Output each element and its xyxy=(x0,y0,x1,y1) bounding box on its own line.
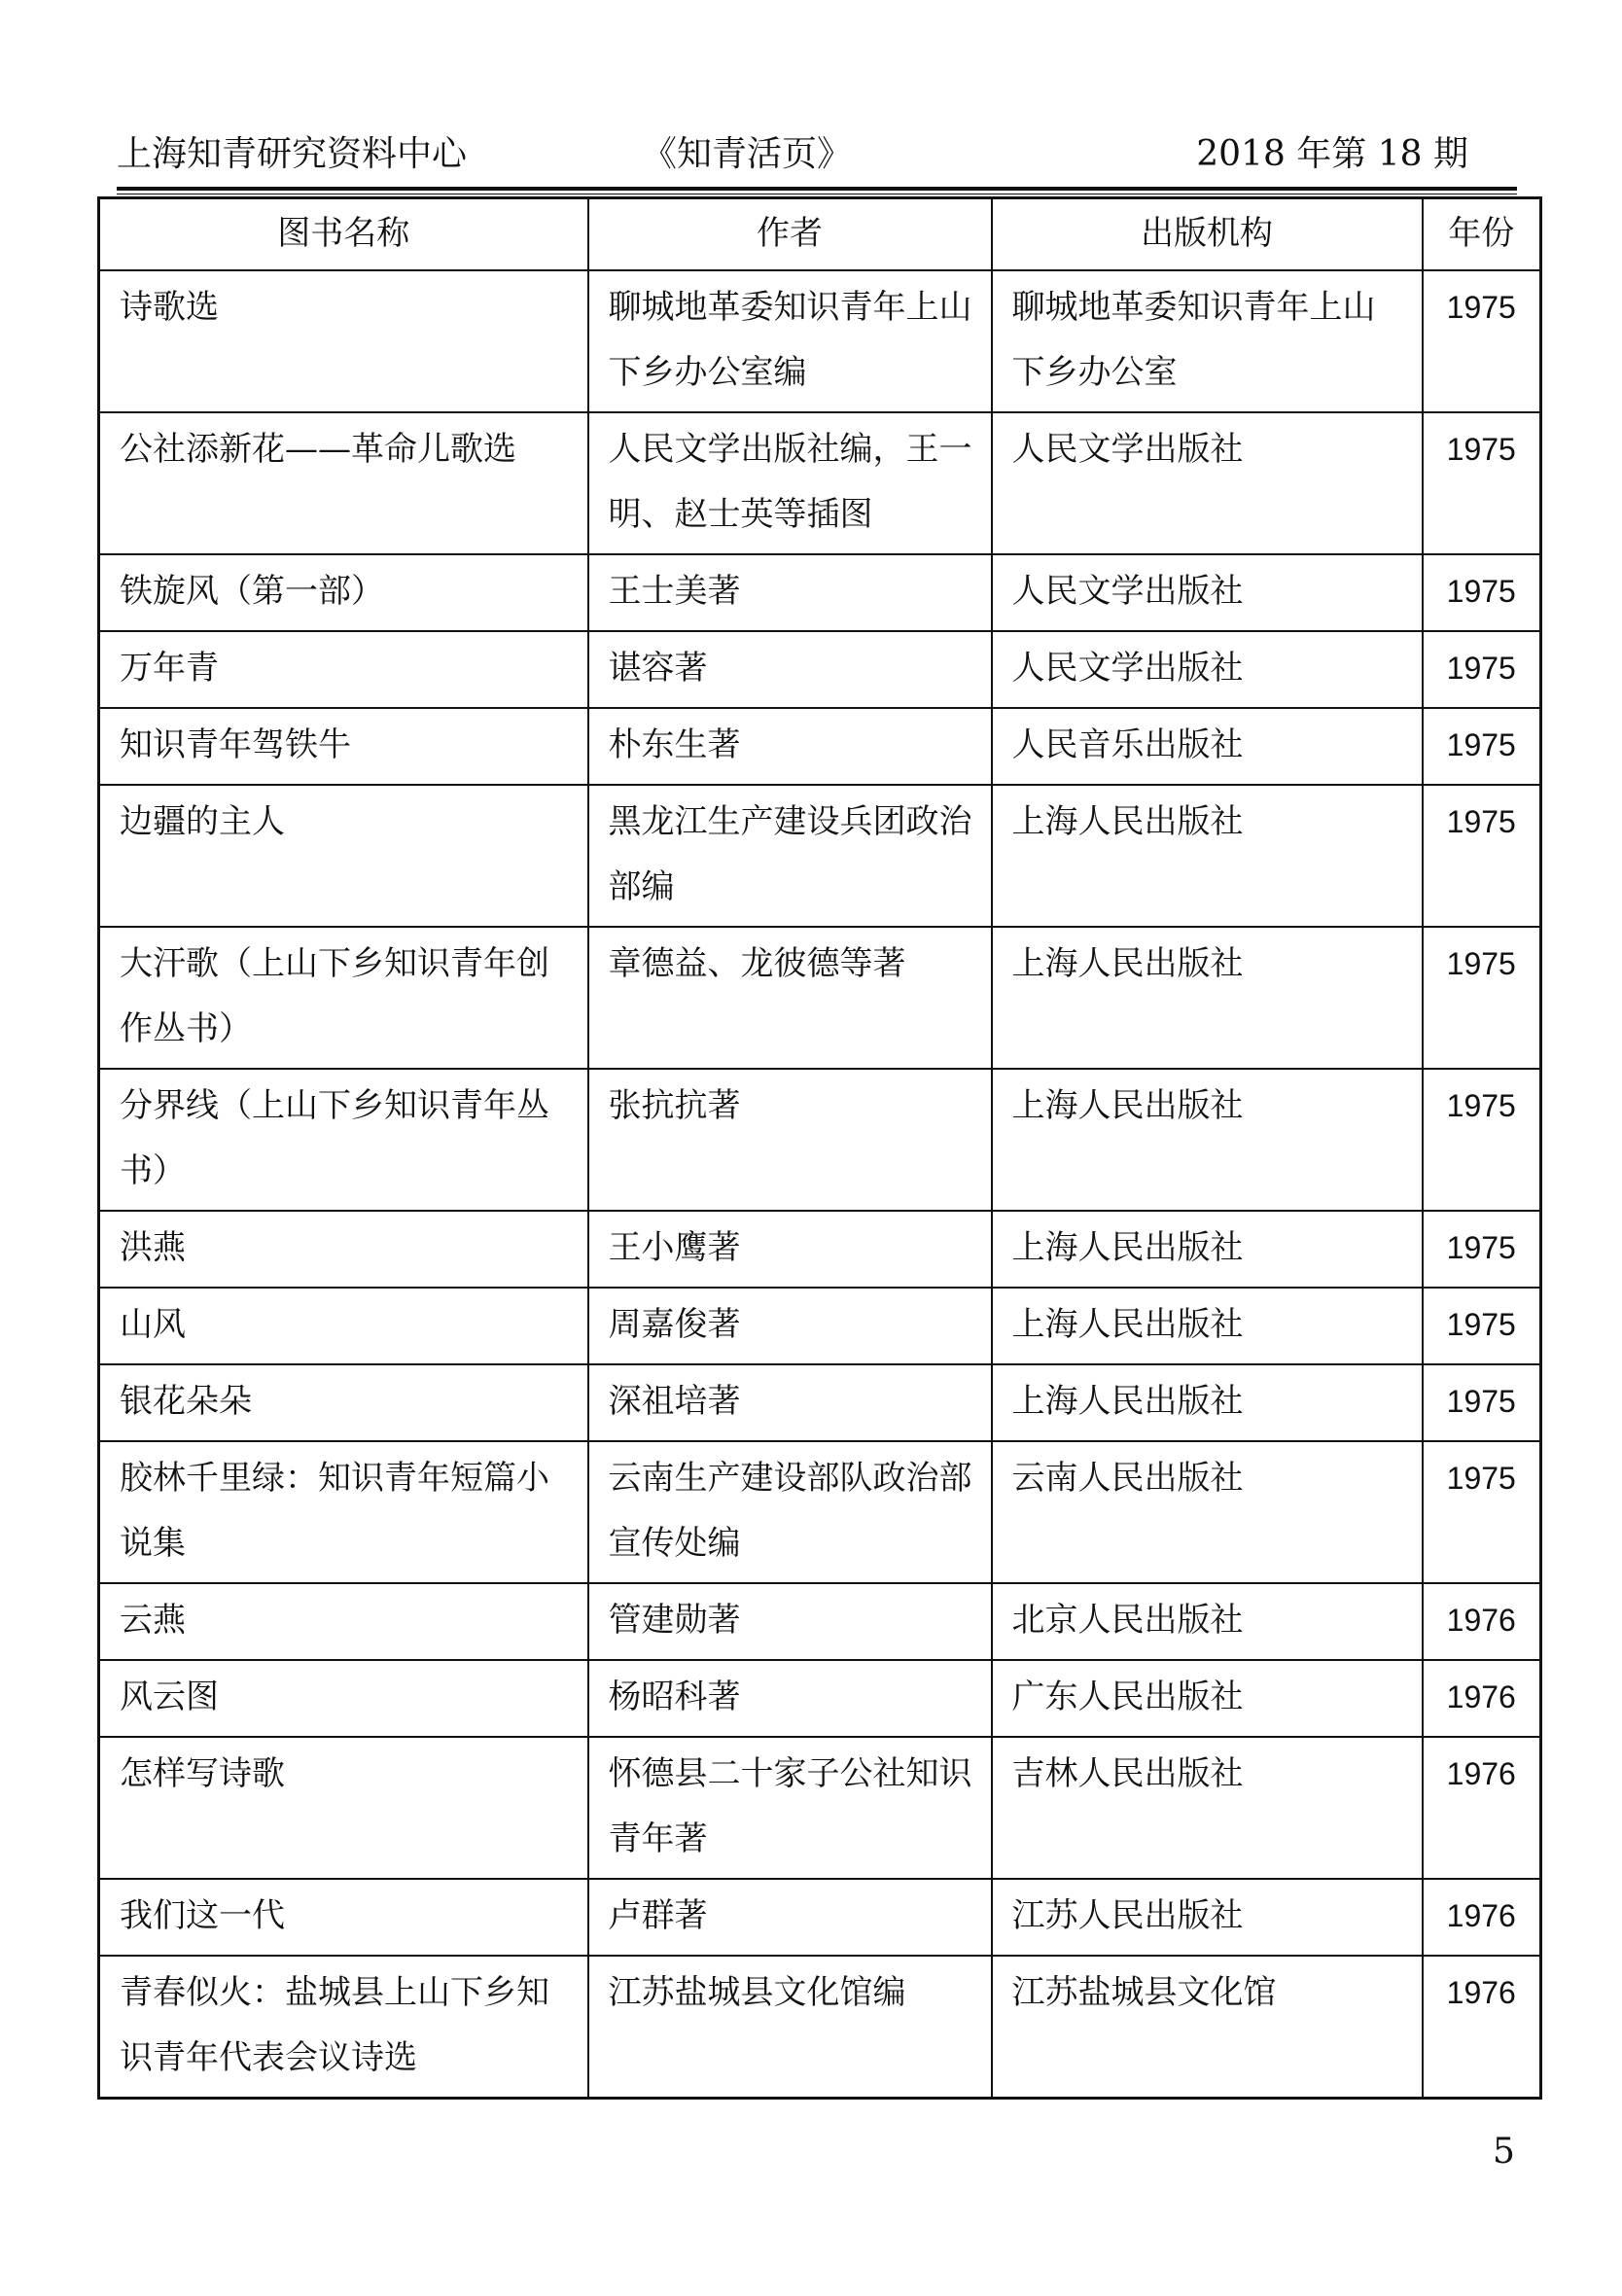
book-year: 1975 xyxy=(1423,554,1541,631)
book-publisher: 江苏人民出版社 xyxy=(992,1879,1423,1956)
book-year: 1976 xyxy=(1423,1737,1541,1879)
book-year: 1976 xyxy=(1423,1879,1541,1956)
table-row xyxy=(99,1288,1541,1364)
book-publisher: 广东人民出版社 xyxy=(992,1660,1423,1737)
book-author: 周嘉俊著 xyxy=(588,1288,992,1364)
book-title: 青春似火：盐城县上山下乡知识青年代表会议诗选 xyxy=(99,1956,588,2099)
book-author: 管建勋著 xyxy=(588,1583,992,1660)
column-header-year: 年份 xyxy=(1423,198,1541,271)
header-publication: 《知青活页》 xyxy=(642,134,853,174)
book-year: 1975 xyxy=(1423,785,1541,927)
table-row xyxy=(99,1583,1541,1660)
book-title: 大汗歌（上山下乡知识青年创作丛书） xyxy=(99,927,588,1069)
book-title: 洪燕 xyxy=(99,1211,588,1288)
book-year: 1975 xyxy=(1423,1441,1541,1583)
book-title: 万年青 xyxy=(99,631,588,708)
book-author: 章德益、龙彼德等著 xyxy=(588,927,992,1069)
book-publisher: 云南人民出版社 xyxy=(992,1441,1423,1583)
book-publisher: 上海人民出版社 xyxy=(992,785,1423,927)
header-organization: 上海知青研究资料中心 xyxy=(117,134,468,174)
book-title: 分界线（上山下乡知识青年丛书） xyxy=(99,1069,588,1211)
book-publisher: 人民文学出版社 xyxy=(992,412,1423,554)
table-row xyxy=(99,927,1541,1069)
book-author: 王士美著 xyxy=(588,554,992,631)
table-row xyxy=(99,554,1541,631)
table-row xyxy=(99,631,1541,708)
book-year: 1975 xyxy=(1423,412,1541,554)
book-year: 1975 xyxy=(1423,1069,1541,1211)
book-title: 风云图 xyxy=(99,1660,588,1737)
book-year: 1975 xyxy=(1423,1211,1541,1288)
book-year: 1975 xyxy=(1423,1288,1541,1364)
column-header-title: 图书名称 xyxy=(99,198,588,271)
book-publisher: 上海人民出版社 xyxy=(992,927,1423,1069)
book-year: 1975 xyxy=(1423,1364,1541,1441)
book-publisher: 上海人民出版社 xyxy=(992,1288,1423,1364)
book-year: 1976 xyxy=(1423,1956,1541,2099)
book-title: 知识青年驾铁牛 xyxy=(99,708,588,785)
book-author: 杨昭科著 xyxy=(588,1660,992,1737)
table-row xyxy=(99,1441,1541,1583)
book-author: 王小鹰著 xyxy=(588,1211,992,1288)
book-title: 银花朵朵 xyxy=(99,1364,588,1441)
book-author: 云南生产建设部队政治部宣传处编 xyxy=(588,1441,992,1583)
table-row xyxy=(99,1069,1541,1211)
table-header-row xyxy=(99,198,1541,271)
table-row xyxy=(99,1364,1541,1441)
book-publisher: 吉林人民出版社 xyxy=(992,1737,1423,1879)
book-title: 胶林千里绿：知识青年短篇小说集 xyxy=(99,1441,588,1583)
book-publisher: 江苏盐城县文化馆 xyxy=(992,1956,1423,2099)
book-author: 卢群著 xyxy=(588,1879,992,1956)
book-title: 铁旋风（第一部） xyxy=(99,554,588,631)
page-number: 5 xyxy=(1493,2132,1515,2172)
book-author: 谌容著 xyxy=(588,631,992,708)
book-author: 黑龙江生产建设兵团政治部编 xyxy=(588,785,992,927)
book-publisher: 聊城地革委知识青年上山下乡办公室 xyxy=(992,270,1423,412)
book-title: 边疆的主人 xyxy=(99,785,588,927)
book-author: 江苏盐城县文化馆编 xyxy=(588,1956,992,2099)
book-publisher: 人民音乐出版社 xyxy=(992,708,1423,785)
book-title: 诗歌选 xyxy=(99,270,588,412)
header-issue: 2018 年第 18 期 xyxy=(1196,134,1468,174)
book-title: 怎样写诗歌 xyxy=(99,1737,588,1879)
table-row xyxy=(99,1211,1541,1288)
book-list-table xyxy=(97,196,1542,2100)
book-publisher: 北京人民出版社 xyxy=(992,1583,1423,1660)
book-year: 1976 xyxy=(1423,1583,1541,1660)
table-row xyxy=(99,270,1541,412)
book-publisher: 人民文学出版社 xyxy=(992,554,1423,631)
table-row xyxy=(99,412,1541,554)
book-year: 1975 xyxy=(1423,927,1541,1069)
book-author: 朴东生著 xyxy=(588,708,992,785)
table-row xyxy=(99,1956,1541,2099)
book-author: 怀德县二十家子公社知识青年著 xyxy=(588,1737,992,1879)
page-header xyxy=(117,130,1468,179)
header-rule-thick xyxy=(117,187,1517,191)
book-year: 1976 xyxy=(1423,1660,1541,1737)
book-author: 人民文学出版社编，王一明、赵士英等插图 xyxy=(588,412,992,554)
table-row xyxy=(99,708,1541,785)
book-publisher: 上海人民出版社 xyxy=(992,1069,1423,1211)
book-author: 张抗抗著 xyxy=(588,1069,992,1211)
table-row xyxy=(99,785,1541,927)
book-author: 深祖培著 xyxy=(588,1364,992,1441)
book-title: 云燕 xyxy=(99,1583,588,1660)
table-row xyxy=(99,1660,1541,1737)
book-year: 1975 xyxy=(1423,708,1541,785)
book-publisher: 上海人民出版社 xyxy=(992,1364,1423,1441)
book-year: 1975 xyxy=(1423,631,1541,708)
book-title: 我们这一代 xyxy=(99,1879,588,1956)
book-year: 1975 xyxy=(1423,270,1541,412)
book-title: 山风 xyxy=(99,1288,588,1364)
table-row xyxy=(99,1737,1541,1879)
book-publisher: 人民文学出版社 xyxy=(992,631,1423,708)
book-publisher: 上海人民出版社 xyxy=(992,1211,1423,1288)
table-row xyxy=(99,1879,1541,1956)
column-header-publisher: 出版机构 xyxy=(992,198,1423,271)
column-header-author: 作者 xyxy=(588,198,992,271)
book-title: 公社添新花——革命儿歌选 xyxy=(99,412,588,554)
book-author: 聊城地革委知识青年上山下乡办公室编 xyxy=(588,270,992,412)
